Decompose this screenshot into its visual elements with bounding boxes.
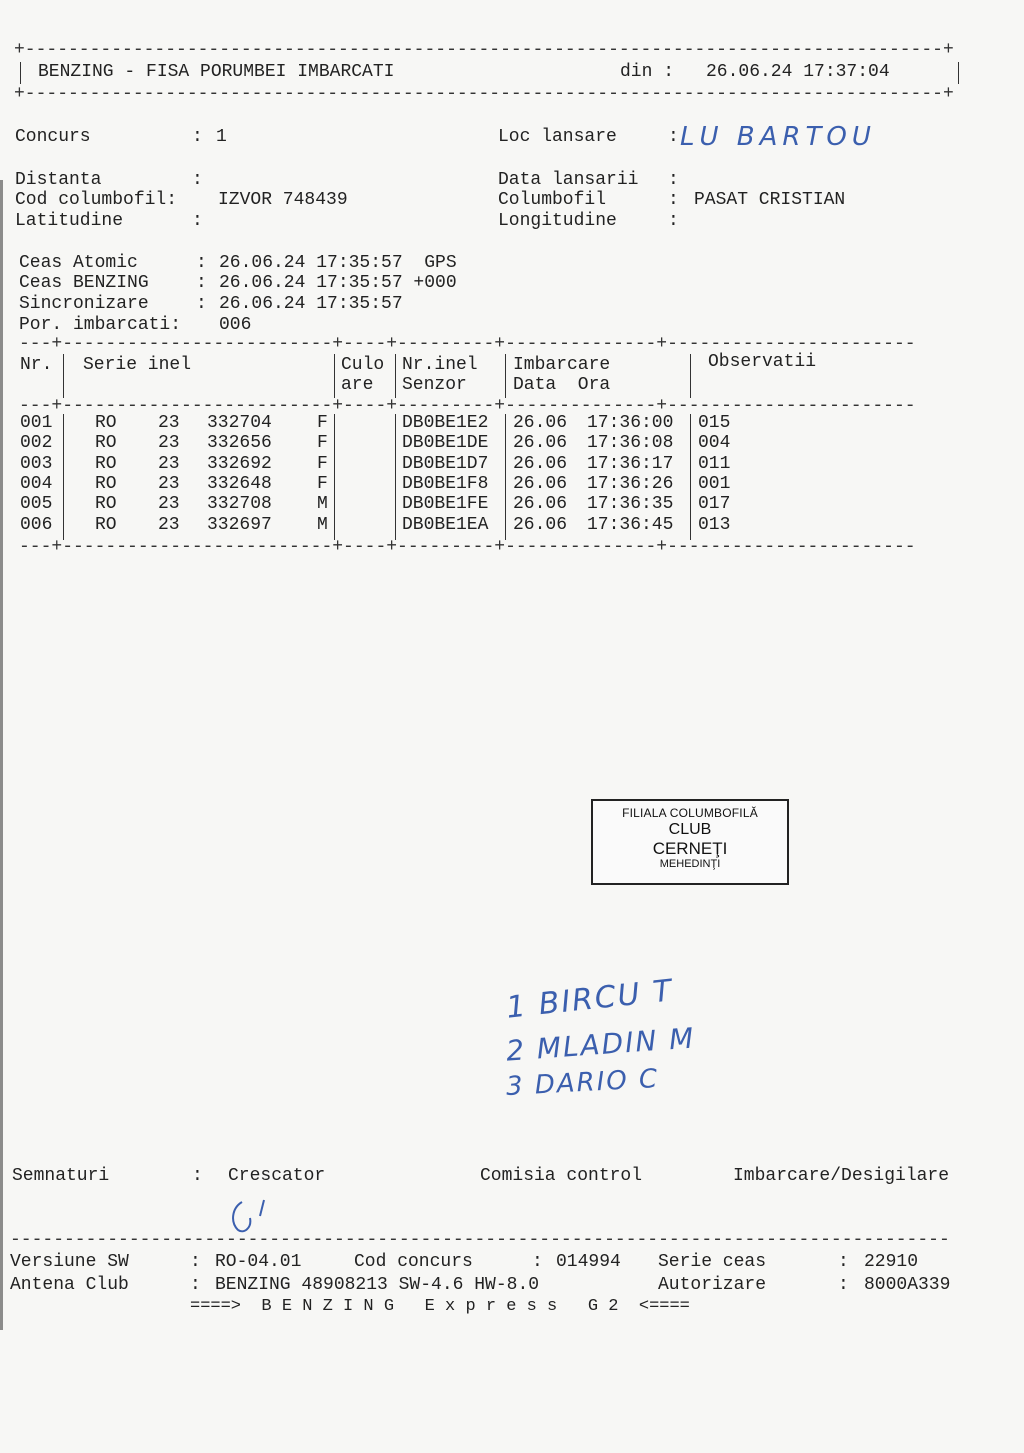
cell-ring-number: 332697	[207, 515, 272, 535]
concurs-colon: :	[192, 127, 203, 147]
versiune-label: Versiune SW	[10, 1252, 129, 1272]
cell-country: RO	[95, 413, 117, 433]
concurs-value: 1	[216, 127, 227, 147]
columbofil-colon: :	[668, 190, 679, 210]
cell-country: RO	[95, 433, 117, 453]
th-culoare-2: are	[341, 375, 374, 395]
antena-colon: :	[190, 1275, 201, 1295]
handwritten-note-1: 1 BIRCU T	[504, 973, 676, 1026]
distanta-label: Distanta	[15, 170, 102, 190]
cell-data: 26.06	[513, 474, 568, 494]
longitudine-label: Longitudine	[498, 211, 617, 231]
loc-lansare-handwritten: LU BARTOU	[680, 122, 876, 152]
th-nr: Nr.	[20, 355, 53, 375]
th-observatii: Observatii	[708, 352, 817, 372]
crescator-label: Crescator	[228, 1166, 326, 1186]
data-lansarii-colon: :	[668, 170, 679, 190]
col-divider	[690, 414, 691, 540]
cell-sex: F	[317, 454, 328, 474]
th-imbarcare-2: Data Ora	[513, 375, 611, 395]
cell-ring-number: 332648	[207, 474, 272, 494]
ceas-benzing-value: 26.06.24 17:35:57 +000	[219, 273, 457, 293]
cell-ora: 17:36:00	[587, 413, 674, 433]
versiune-value: RO-04.01	[215, 1252, 302, 1272]
cell-country: RO	[95, 454, 117, 474]
cell-year: 23	[158, 474, 180, 494]
cell-ring-number: 332704	[207, 413, 272, 433]
print-date: 26.06.24 17:37:04	[706, 62, 890, 82]
sincronizare-value: 26.06.24 17:35:57	[219, 294, 403, 314]
versiune-colon: :	[190, 1252, 201, 1272]
cell-data: 26.06	[513, 433, 568, 453]
semnaturi-label: Semnaturi	[12, 1166, 110, 1186]
col-divider	[334, 354, 335, 398]
sincronizare-colon: :	[196, 294, 207, 314]
cod-concurs-colon: :	[532, 1252, 543, 1272]
semnaturi-colon: :	[192, 1166, 203, 1186]
columbofil-value: PASAT CRISTIAN	[694, 190, 846, 210]
ceas-atomic-label: Ceas Atomic	[19, 253, 138, 273]
paper-edge-shadow	[0, 180, 3, 1330]
concurs-label: Concurs	[15, 127, 91, 147]
ceas-atomic-value: 26.06.24 17:35:57 GPS	[219, 253, 457, 273]
header-border-right	[958, 62, 959, 84]
cell-year: 23	[158, 494, 180, 514]
autorizare-value: 8000A339	[864, 1275, 951, 1295]
serie-ceas-colon: :	[838, 1252, 849, 1272]
table-border-top: ---+-------------------------+----+---------+--------------+-----------------------	[19, 334, 916, 354]
th-nrinel-2: Senzor	[402, 375, 467, 395]
document-title: BENZING - FISA PORUMBEI IMBARCATI	[38, 62, 395, 82]
col-divider	[505, 414, 506, 540]
cell-senzor: DB0BE1EA	[402, 515, 489, 535]
cell-observatii: 017	[698, 494, 731, 514]
autorizare-label: Autorizare	[658, 1275, 767, 1295]
por-imbarcati-label: Por. imbarcati:	[19, 315, 182, 335]
longitudine-colon: :	[668, 211, 679, 231]
cod-concurs-value: 014994	[556, 1252, 621, 1272]
cell-nr: 002	[20, 433, 53, 453]
loc-lansare-label: Loc lansare	[498, 127, 617, 147]
cell-nr: 004	[20, 474, 53, 494]
imbarcare-desigilare-label: Imbarcare/Desigilare	[733, 1166, 950, 1186]
cell-country: RO	[95, 515, 117, 535]
cell-sex: F	[317, 474, 328, 494]
serie-ceas-value: 22910	[864, 1252, 919, 1272]
columbofil-label: Columbofil	[498, 190, 607, 210]
header-border-top: +-------------------------------------------------------------------------------------+	[14, 40, 954, 60]
table-border-bottom: ---+-------------------------+----+---------+--------------+-----------------------	[19, 537, 916, 557]
sincronizare-label: Sincronizare	[19, 294, 149, 314]
cell-senzor: DB0BE1FE	[402, 494, 489, 514]
cell-ora: 17:36:08	[587, 433, 674, 453]
cell-sex: M	[317, 515, 328, 535]
table-header-separator: ---+-------------------------+----+---------+--------------+-----------------------	[19, 396, 916, 416]
cell-data: 26.06	[513, 413, 568, 433]
cell-ring-number: 332708	[207, 494, 272, 514]
cell-senzor: DB0BE1D7	[402, 454, 489, 474]
th-imbarcare-1: Imbarcare	[513, 355, 611, 375]
cell-country: RO	[95, 494, 117, 514]
cell-senzor: DB0BE1F8	[402, 474, 489, 494]
footer-separator: ---------------------------------------------------------------------------------------	[10, 1230, 950, 1250]
cell-observatii: 013	[698, 515, 731, 535]
latitudine-label: Latitudine	[15, 211, 124, 231]
cell-data: 26.06	[513, 515, 568, 535]
th-serie-inel: Serie inel	[83, 355, 192, 375]
ceas-atomic-colon: :	[196, 253, 207, 273]
cell-ring-number: 332656	[207, 433, 272, 453]
cell-nr: 003	[20, 454, 53, 474]
cell-country: RO	[95, 474, 117, 494]
serie-ceas-label: Serie ceas	[658, 1252, 767, 1272]
cell-nr: 006	[20, 515, 53, 535]
handwritten-note-3: 3 DARIO C	[505, 1064, 660, 1102]
col-divider	[395, 354, 396, 398]
col-divider	[690, 354, 691, 398]
cell-senzor: DB0BE1E2	[402, 413, 489, 433]
handwritten-note-2: 2 MLADIN M	[505, 1021, 697, 1068]
cell-sex: F	[317, 433, 328, 453]
distanta-colon: :	[192, 170, 203, 190]
col-divider	[505, 354, 506, 398]
club-stamp	[591, 799, 789, 885]
autorizare-colon: :	[838, 1275, 849, 1295]
data-lansarii-label: Data lansarii	[498, 170, 639, 190]
antena-value: BENZING 48908213 SW-4.6 HW-8.0	[215, 1275, 540, 1295]
th-culoare-1: Culo	[341, 355, 385, 375]
stamp-line-4: MEHEDINŢI	[659, 858, 721, 870]
ceas-benzing-label: Ceas BENZING	[19, 273, 149, 293]
cell-sex: F	[317, 413, 328, 433]
cell-observatii: 001	[698, 474, 731, 494]
cell-year: 23	[158, 433, 180, 453]
ceas-benzing-colon: :	[196, 273, 207, 293]
cell-ora: 17:36:17	[587, 454, 674, 474]
col-divider	[63, 414, 64, 540]
cell-sex: M	[317, 494, 328, 514]
cell-observatii: 004	[698, 433, 731, 453]
cell-observatii: 015	[698, 413, 731, 433]
cod-columbofil-label: Cod columbofil:	[15, 190, 178, 210]
stamp-line-1: FILIALA COLUMBOFILĂ	[622, 806, 758, 820]
cell-ora: 17:36:45	[587, 515, 674, 535]
stamp-line-2: CLUB	[668, 821, 712, 838]
header-border-bottom: +-------------------------------------------------------------------------------------+	[14, 84, 954, 104]
cell-year: 23	[158, 515, 180, 535]
latitudine-colon: :	[192, 211, 203, 231]
cell-year: 23	[158, 454, 180, 474]
benzing-express-banner: ====> B E N Z I N G E x p r e s s G 2 <====	[190, 1297, 690, 1316]
loc-lansare-colon: :	[668, 127, 679, 147]
cell-ring-number: 332692	[207, 454, 272, 474]
th-nrinel-1: Nr.inel	[402, 355, 478, 375]
cell-nr: 005	[20, 494, 53, 514]
header-border-left	[20, 62, 21, 84]
por-imbarcati-value: 006	[219, 315, 252, 335]
col-divider	[395, 414, 396, 540]
cell-data: 26.06	[513, 494, 568, 514]
comisia-label: Comisia control	[480, 1166, 643, 1186]
antena-label: Antena Club	[10, 1275, 129, 1295]
cod-columbofil-value: IZVOR 748439	[218, 190, 348, 210]
cell-year: 23	[158, 413, 180, 433]
cell-nr: 001	[20, 413, 53, 433]
cell-ora: 17:36:35	[587, 494, 674, 514]
cell-observatii: 011	[698, 454, 731, 474]
col-divider	[334, 414, 335, 540]
cell-senzor: DB0BE1DE	[402, 433, 489, 453]
date-label: din :	[620, 62, 675, 82]
cell-ora: 17:36:26	[587, 474, 674, 494]
stamp-line-3: CERNEŢI	[652, 839, 728, 858]
col-divider	[63, 354, 64, 398]
cod-concurs-label: Cod concurs	[354, 1252, 473, 1272]
cell-data: 26.06	[513, 454, 568, 474]
